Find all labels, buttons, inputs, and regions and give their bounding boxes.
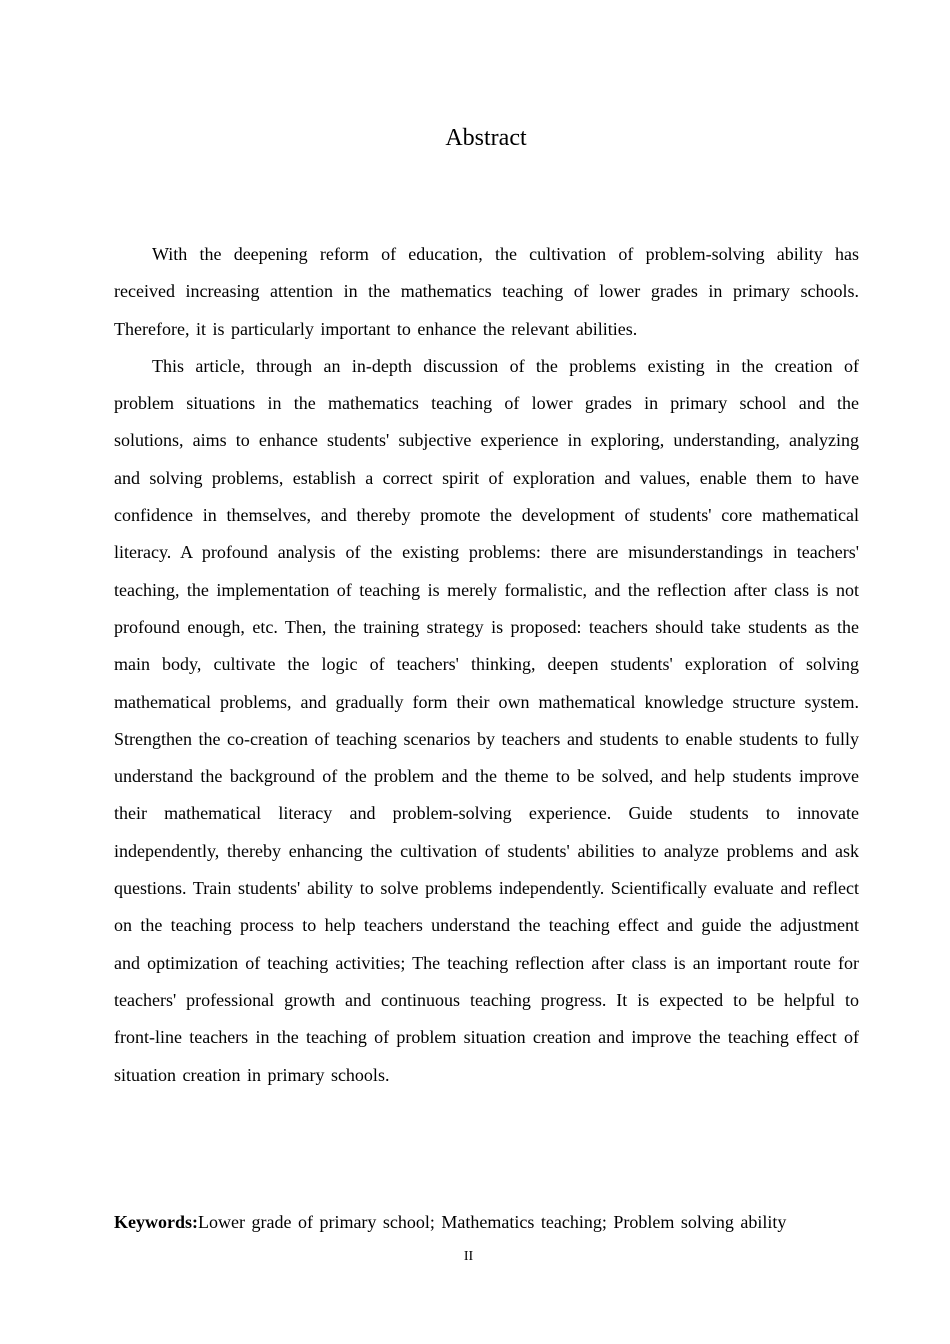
page-number: II [463,1249,474,1264]
keywords-text: Lower grade of primary school; Mathematics teaching; Problem solving ability [198,1212,787,1232]
keywords-label: Keywords: [114,1212,198,1232]
abstract-body [114,236,859,1094]
abstract-paragraph-1: With the deepening reform of education, the cultivation of problem-solving ability has received increasing attention in the mathematics teaching of lower grades in primary schools. Therefore, it is particularly important to enhance the relevant abilities. [114,244,859,339]
page-title: Abstract [445,125,527,151]
abstract-paragraph-2: This article, through an in-depth discussion of the problems existing in the creation of problem situations in the mathematics teaching of lower grades in primary school and the solutions, aims to enhance students' subjective experience in exploring, understanding, analyzing and solving problems, establish a correct spirit of exploration and values, enable them to have confidence in themselves, and thereby promote the development of students' core mathematical literacy. A profound analysis of the existing problems: there are misunderstandings in teachers' teaching, the implementation of teaching is merely formalistic, and the reflection after class is not profound enough, etc. Then, the training strategy is proposed: teachers should take students as the main body, cultivate the logic of teachers' thinking, deepen students' exploration of solving mathematical problems, and gradually form their own mathematical knowledge structure system. Strengthen the co-creation of teaching scenarios by teachers and students to enable students to fully understand the background of the problem and the theme to be solved, and help students improve their mathematical literacy and problem-solving experience. Guide students to innovate independently, thereby enhancing the cultivation of students' abilities to analyze problems and ask questions. Train students' ability to solve problems independently. Scientifically evaluate and reflect on the teaching process to help teachers understand the teaching effect and guide the adjustment and optimization of teaching activities; The teaching reflection after class is an important route for teachers' professional growth and continuous teaching progress. It is expected to be helpful to front-line teachers in the teaching of problem situation creation and improve the teaching effect of situation creation in primary schools. [114,355,859,1085]
keywords-line [114,1204,859,1241]
